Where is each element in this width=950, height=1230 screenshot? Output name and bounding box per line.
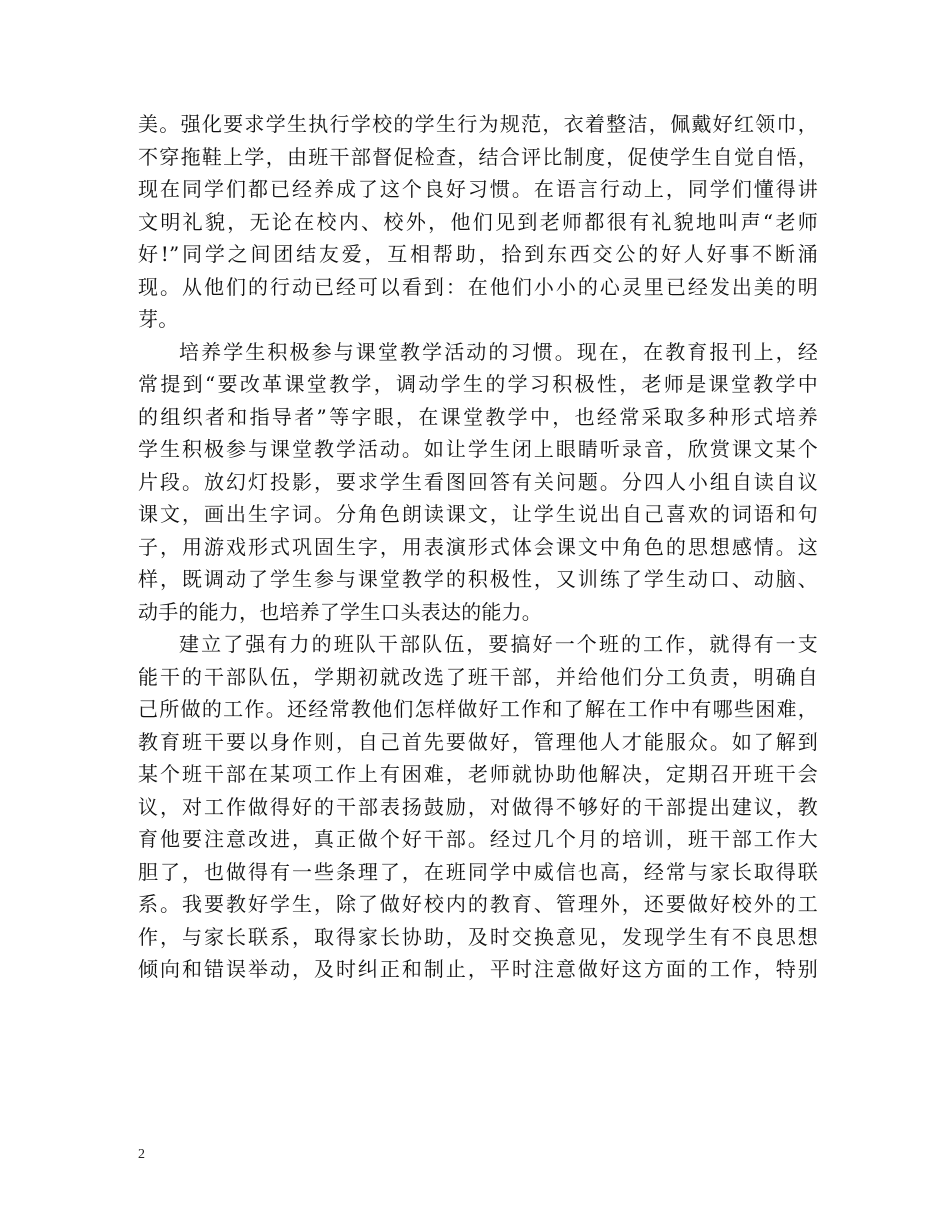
- text-line: 育他要注意改进，真正做个好干部。经过几个月的培训，班干部工作大: [138, 827, 818, 851]
- text-line: 某个班干部在某项工作上有困难，老师就协助他解决，定期召开班干会: [138, 762, 818, 786]
- paragraph-first-line: 培养学生积极参与课堂教学活动的习惯。现在，在教育报刊上，经: [179, 339, 818, 364]
- text-line: 动手的能力，也培养了学生口头表达的能力。: [138, 599, 542, 624]
- text-line: 片段。放幻灯投影，要求学生看图回答有关问题。分四人小组自读自议: [138, 469, 818, 494]
- text-line: 现。从他们的行动已经可以看到：在他们小小的心灵里已经发出美的明: [138, 274, 818, 299]
- text-line: 常提到“要改革课堂教学，调动学生的学习积极性，老师是课堂教学中: [138, 372, 818, 396]
- text-line: 倾向和错误举动，及时纠正和制止，平时注意做好这方面的工作，特别: [138, 957, 818, 981]
- text-line: 的组织者和指导者”等字眼，在课堂教学中，也经常采取多种形式培养: [138, 404, 818, 429]
- text-line: 作，与家长联系，取得家长协助，及时交换意见，发现学生有不良思想: [138, 924, 818, 949]
- text-line: 胆了，也做得有一些条理了，在班同学中威信也高，经常与家长取得联: [138, 859, 818, 884]
- text-line: 能干的干部队伍，学期初就改选了班干部，并给他们分工负责，明确自: [138, 664, 818, 689]
- text-line: 芽。: [138, 307, 179, 331]
- text-line: 不穿拖鞋上学，由班干部督促检查，结合评比制度，促使学生自觉自悟，: [138, 144, 818, 169]
- text-line: 样，既调动了学生参与课堂教学的积极性，又训练了学生动口、动脑、: [138, 567, 818, 591]
- page-number: 2: [138, 1147, 145, 1162]
- paragraph-first-line: 建立了强有力的班队干部队伍，要搞好一个班的工作，就得有一支: [179, 632, 818, 656]
- text-line: 课文，画出生字词。分角色朗读课文，让学生说出自己喜欢的词语和句: [138, 502, 818, 526]
- text-line: 文明礼貌，无论在校内、校外，他们见到老师都很有礼貌地叫声“老师: [138, 209, 818, 234]
- text-line: 美。强化要求学生执行学校的学生行为规范，衣着整洁，佩戴好红领巾，: [138, 112, 818, 136]
- text-line: 系。我要教好学生，除了做好校内的教育、管理外，还要做好校外的工: [138, 892, 818, 916]
- text-line: 学生积极参与课堂教学活动。如让学生闭上眼睛听录音，欣赏课文某个: [138, 437, 818, 461]
- text-line: 己所做的工作。还经常教他们怎样做好工作和了解在工作中有哪些困难，: [138, 697, 818, 721]
- text-line: 好!”同学之间团结友爱，互相帮助，拾到东西交公的好人好事不断涌: [138, 242, 818, 266]
- body-text: [138, 108, 818, 986]
- text-line: 现在同学们都已经养成了这个良好习惯。在语言行动上，同学们懂得讲: [138, 177, 818, 201]
- text-line: 教育班干要以身作则，自己首先要做好，管理他人才能服众。如了解到: [138, 729, 818, 754]
- text-line: 议，对工作做得好的干部表扬鼓励，对做得不够好的干部提出建议，教: [138, 794, 818, 819]
- text-line: 子，用游戏形式巩固生字，用表演形式体会课文中角色的思想感情。这: [138, 534, 818, 559]
